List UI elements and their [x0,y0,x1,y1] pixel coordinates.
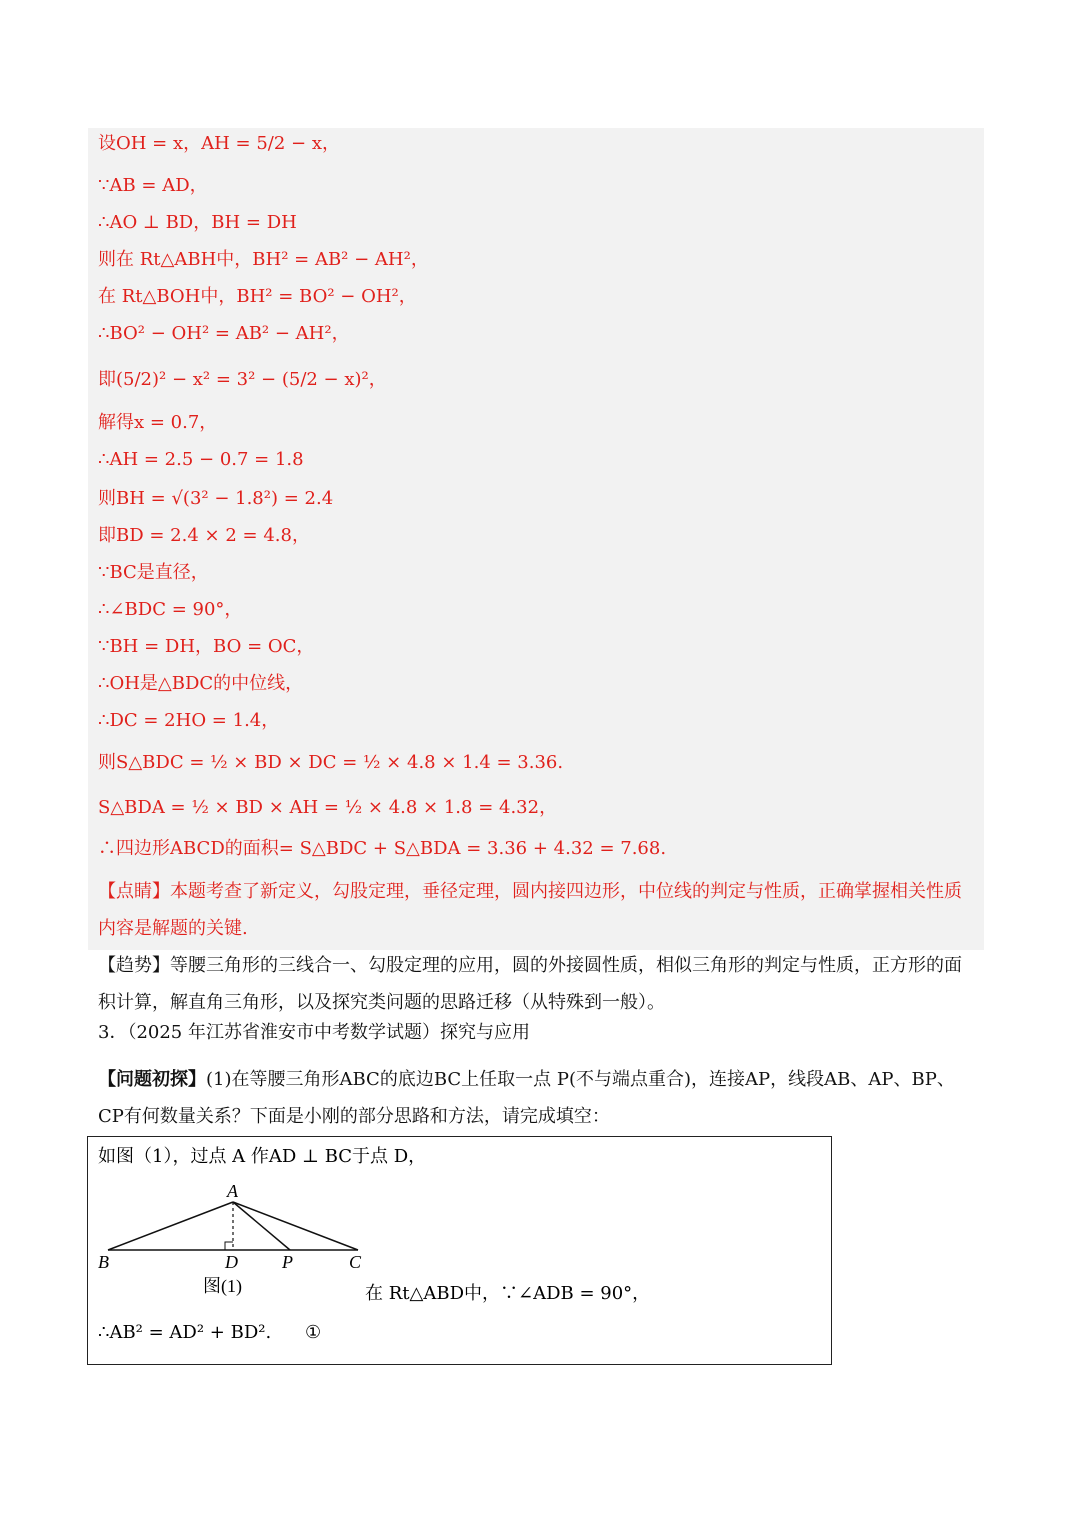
segment-AB [108,1202,233,1250]
solution-line-4: 则在 Rt△ABH中，BH² = AB² − AH²， [98,249,429,270]
solution-line-9: ∴AH = 2.5 − 0.7 = 1.8 [98,449,304,470]
solution-line-14: ∵BH = DH，BO = OC， [98,636,315,657]
solution-line-16: ∴DC = 2HO = 1.4， [98,710,280,731]
solution-line-7: 即(5/2)² − x² = 3² − (5/2 − x)²， [98,369,387,390]
hint-line-2: 在 Rt△ABD中，∵∠ADB = 90°， [365,1283,651,1304]
solution-line-11: 即BD = 2.4 × 2 = 4.8， [98,525,310,546]
solution-line-15: ∴OH是△BDC的中位线， [98,673,304,694]
label-A: A [227,1181,238,1201]
label-C: C [349,1252,362,1272]
label-B: B [98,1252,109,1272]
solution-line-12: ∵BC是直径， [98,562,209,583]
circled-number: ① [304,1322,322,1343]
hint-box [87,1136,832,1365]
triangle-figure [88,1177,388,1322]
right-angle-mark [225,1242,233,1250]
solution-line-13: ∴∠BDC = 90°， [98,599,243,620]
solution-line-17: 则S△BDC = ½ × BD × DC = ½ × 4.8 × 1.4 = 3.36. [98,752,564,773]
solution-line-2: ∵AB = AD， [98,175,208,196]
hint-line-3-text: ∴AB² = AD² + BD². [98,1322,272,1343]
hint-line-1: 如图（1），过点 A 作AD ⊥ BC于点 D， [98,1146,427,1167]
figure-caption: 图(1) [203,1276,242,1296]
solution-line-18: S△BDA = ½ × BD × AH = ½ × 4.8 × 1.8 = 4.32， [98,797,558,818]
question-label: 【问题初探】 [98,1069,206,1090]
solution-line-10: 则BH = √(3² − 1.8²) = 2.4 [98,488,334,509]
solution-line-5: 在 Rt△BOH中，BH² = BO² − OH²， [98,286,417,307]
comment-paragraph: 【点睛】本题考查了新定义，勾股定理，垂径定理，圆内接四边形，中位线的判定与性质，正确掌握相关性质内容是解题的关键. [98,881,962,939]
question-paragraph [98,1061,978,1135]
solution-line-3: ∴AO ⊥ BD，BH = DH [98,212,297,233]
hint-line-3 [98,1321,321,1345]
question-header: 3．（2025 年江苏省淮安市中考数学试题）探究与应用 [98,1022,530,1043]
question-text: (1)在等腰三角形ABC的底边BC上任取一点 P(不与端点重合)，连接AP，线段AB、AP、BP、CP有何数量关系？下面是小刚的部分思路和方法，请完成填空： [98,1069,955,1127]
solution-line-6: ∴BO² − OH² = AB² − AH²， [98,323,350,344]
segment-AC [233,1202,358,1250]
solution-line-1: 设OH = x，AH = 5/2 − x， [98,133,340,154]
label-D: D [225,1252,238,1272]
solution-line-19: ∴四边形ABCD的面积= S△BDC + S△BDA = 3.36 + 4.32 = 7.68. [98,838,667,859]
solution-line-8: 解得x = 0.7， [98,412,218,433]
trend-paragraph: 【趋势】等腰三角形的三线合一、勾股定理的应用，圆的外接圆性质，相似三角形的判定与性质，正方形的面积计算，解直角三角形，以及探究类问题的思路迁移（从特殊到一般）。 [98,955,962,1013]
label-P: P [282,1252,293,1272]
segment-AP [233,1202,290,1250]
